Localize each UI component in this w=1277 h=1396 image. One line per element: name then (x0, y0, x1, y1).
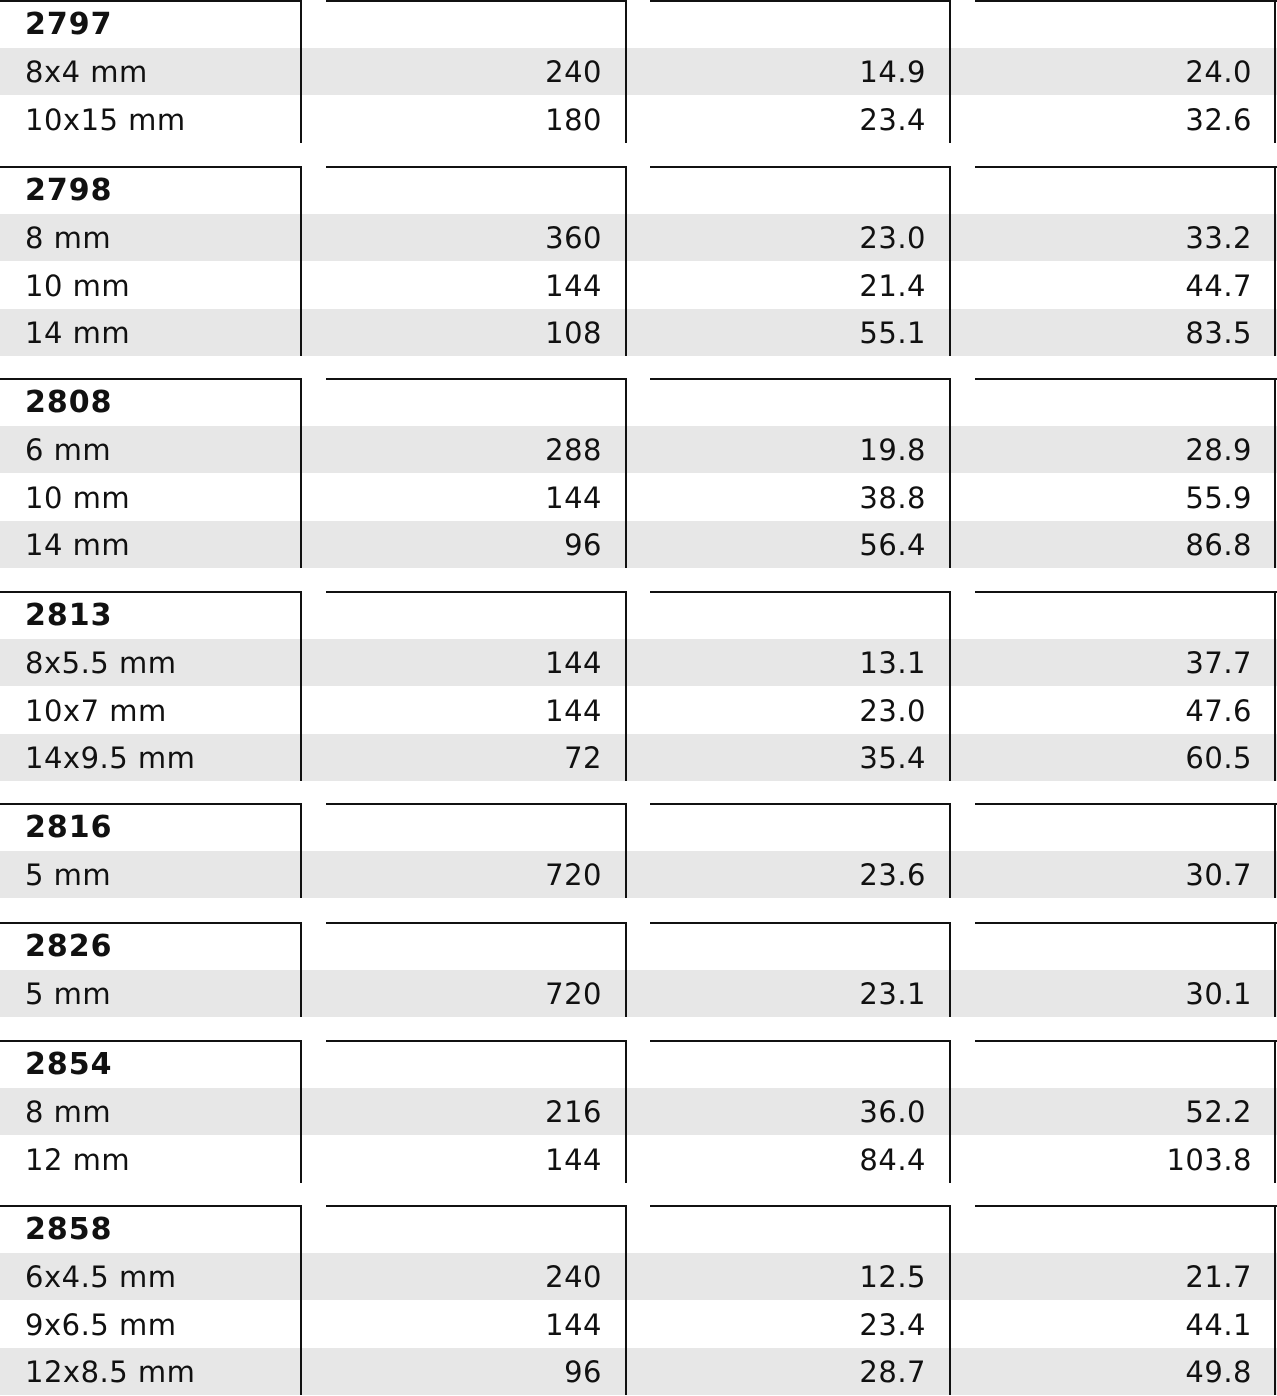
table-row (0, 970, 1277, 1018)
value-cell-1: 720 (545, 858, 602, 892)
value-cell-1: 72 (564, 741, 602, 775)
column-top-rule (975, 1040, 1277, 1042)
column-right-rule (1274, 378, 1276, 568)
table-row (0, 214, 1277, 262)
column-right-rule (300, 1205, 302, 1395)
column-right-rule (949, 166, 951, 356)
value-cell-3: 52.2 (1185, 1095, 1252, 1129)
value-cell-3: 44.1 (1185, 1307, 1252, 1342)
column-right-rule (300, 166, 302, 356)
column-top-rule (650, 803, 951, 805)
group-header-row (0, 591, 1277, 639)
column-top-rule (326, 591, 627, 593)
table-row (0, 48, 1277, 96)
column-right-rule (1274, 803, 1276, 898)
value-cell-1: 216 (545, 1095, 602, 1129)
column-right-rule (949, 378, 951, 568)
size-cell: 8 mm (25, 1095, 112, 1129)
value-cell-1: 144 (545, 693, 602, 728)
column-top-rule (975, 922, 1277, 924)
value-cell-3: 49.8 (1185, 1355, 1252, 1389)
value-cell-2: 23.0 (859, 693, 926, 728)
value-cell-2: 35.4 (859, 741, 926, 775)
value-cell-1: 96 (564, 1355, 602, 1389)
value-cell-1: 288 (545, 433, 602, 467)
column-top-rule (0, 1205, 302, 1207)
value-cell-1: 96 (564, 528, 602, 562)
value-cell-1: 180 (545, 102, 602, 137)
group-header-row (0, 378, 1277, 426)
group-header-row (0, 166, 1277, 214)
group-header-row (0, 922, 1277, 970)
value-cell-2: 23.4 (859, 102, 926, 137)
value-cell-3: 21.7 (1185, 1260, 1252, 1294)
table-row (0, 95, 1277, 143)
column-right-rule (949, 803, 951, 898)
group-header-row (0, 1040, 1277, 1088)
product-group-2854 (0, 1040, 1277, 1183)
value-cell-3: 37.7 (1185, 646, 1252, 680)
product-code: 2797 (25, 6, 113, 42)
column-top-rule (0, 922, 302, 924)
column-top-rule (650, 1040, 951, 1042)
table-row (0, 521, 1277, 569)
column-top-rule (650, 1205, 951, 1207)
value-cell-2: 23.0 (859, 221, 926, 255)
column-right-rule (625, 1040, 627, 1183)
column-right-rule (1274, 591, 1276, 781)
value-cell-2: 12.5 (859, 1260, 926, 1294)
table-row (0, 1300, 1277, 1348)
size-cell: 10x15 mm (25, 102, 186, 137)
value-cell-1: 144 (545, 646, 602, 680)
product-group-2797 (0, 0, 1277, 143)
product-code: 2813 (25, 597, 113, 633)
size-cell: 12x8.5 mm (25, 1355, 196, 1389)
column-top-rule (650, 591, 951, 593)
value-cell-3: 83.5 (1185, 316, 1252, 350)
column-top-rule (650, 378, 951, 380)
value-cell-2: 23.6 (859, 858, 926, 892)
value-cell-2: 28.7 (859, 1355, 926, 1389)
value-cell-1: 240 (545, 55, 602, 89)
column-top-rule (0, 166, 302, 168)
size-cell: 10 mm (25, 480, 131, 515)
product-code: 2858 (25, 1211, 113, 1247)
column-right-rule (1274, 166, 1276, 356)
group-header-row (0, 0, 1277, 48)
column-top-rule (326, 1205, 627, 1207)
size-cell: 6x4.5 mm (25, 1260, 177, 1294)
table-row (0, 1348, 1277, 1396)
size-cell: 5 mm (25, 977, 112, 1011)
column-top-rule (326, 803, 627, 805)
column-top-rule (975, 803, 1277, 805)
value-cell-1: 360 (545, 221, 602, 255)
column-right-rule (625, 166, 627, 356)
value-cell-2: 56.4 (859, 528, 926, 562)
value-cell-2: 23.4 (859, 1307, 926, 1342)
size-cell: 9x6.5 mm (25, 1307, 177, 1342)
size-cell: 5 mm (25, 858, 112, 892)
product-code: 2816 (25, 809, 113, 845)
value-cell-2: 84.4 (859, 1142, 926, 1177)
table-row (0, 1253, 1277, 1301)
column-right-rule (625, 803, 627, 898)
column-right-rule (949, 922, 951, 1017)
column-right-rule (949, 0, 951, 143)
value-cell-2: 55.1 (859, 316, 926, 350)
column-right-rule (1274, 922, 1276, 1017)
table-row (0, 261, 1277, 309)
value-cell-3: 44.7 (1185, 268, 1252, 303)
column-top-rule (650, 166, 951, 168)
product-code: 2798 (25, 172, 113, 208)
value-cell-1: 108 (545, 316, 602, 350)
column-right-rule (1274, 1040, 1276, 1183)
value-cell-2: 38.8 (859, 480, 926, 515)
column-right-rule (300, 378, 302, 568)
value-cell-3: 33.2 (1185, 221, 1252, 255)
column-top-rule (326, 1040, 627, 1042)
column-right-rule (300, 922, 302, 1017)
group-header-row (0, 803, 1277, 851)
column-right-rule (949, 591, 951, 781)
value-cell-1: 720 (545, 977, 602, 1011)
table-row (0, 734, 1277, 782)
column-top-rule (975, 591, 1277, 593)
value-cell-1: 240 (545, 1260, 602, 1294)
size-cell: 14 mm (25, 316, 131, 350)
table-row (0, 426, 1277, 474)
table-row (0, 639, 1277, 687)
size-cell: 14x9.5 mm (25, 741, 196, 775)
table-row (0, 686, 1277, 734)
value-cell-3: 47.6 (1185, 693, 1252, 728)
size-cell: 8x4 mm (25, 55, 148, 89)
size-cell: 14 mm (25, 528, 131, 562)
group-header-row (0, 1205, 1277, 1253)
column-right-rule (300, 803, 302, 898)
column-right-rule (1274, 1205, 1276, 1395)
column-right-rule (1274, 0, 1276, 143)
value-cell-1: 144 (545, 1142, 602, 1177)
value-cell-1: 144 (545, 480, 602, 515)
column-right-rule (625, 378, 627, 568)
column-top-rule (650, 922, 951, 924)
size-cell: 10 mm (25, 268, 131, 303)
value-cell-3: 86.8 (1185, 528, 1252, 562)
column-right-rule (949, 1040, 951, 1183)
size-cell: 8x5.5 mm (25, 646, 177, 680)
table-row (0, 473, 1277, 521)
table-row (0, 1088, 1277, 1136)
column-right-rule (625, 0, 627, 143)
column-right-rule (625, 922, 627, 1017)
product-group-2858 (0, 1205, 1277, 1395)
value-cell-2: 13.1 (859, 646, 926, 680)
column-top-rule (326, 166, 627, 168)
value-cell-3: 60.5 (1185, 741, 1252, 775)
column-top-rule (975, 0, 1277, 2)
value-cell-1: 144 (545, 1307, 602, 1342)
value-cell-1: 144 (545, 268, 602, 303)
value-cell-2: 14.9 (859, 55, 926, 89)
column-right-rule (300, 591, 302, 781)
column-top-rule (650, 0, 951, 2)
column-top-rule (0, 378, 302, 380)
size-cell: 6 mm (25, 433, 112, 467)
column-right-rule (300, 0, 302, 143)
column-top-rule (0, 803, 302, 805)
value-cell-2: 36.0 (859, 1095, 926, 1129)
value-cell-3: 30.7 (1185, 858, 1252, 892)
table-row (0, 309, 1277, 357)
value-cell-2: 23.1 (859, 977, 926, 1011)
product-code: 2826 (25, 928, 113, 964)
value-cell-3: 30.1 (1185, 977, 1252, 1011)
product-group-2798 (0, 166, 1277, 356)
column-top-rule (326, 922, 627, 924)
value-cell-3: 103.8 (1166, 1142, 1252, 1177)
column-top-rule (0, 0, 302, 2)
column-top-rule (975, 378, 1277, 380)
product-group-2813 (0, 591, 1277, 781)
value-cell-3: 24.0 (1185, 55, 1252, 89)
product-group-2826 (0, 922, 1277, 1017)
column-right-rule (949, 1205, 951, 1395)
size-cell: 12 mm (25, 1142, 131, 1177)
table-row (0, 1135, 1277, 1183)
column-top-rule (326, 0, 627, 2)
size-cell: 10x7 mm (25, 693, 167, 728)
product-group-2808 (0, 378, 1277, 568)
column-right-rule (625, 1205, 627, 1395)
product-code: 2808 (25, 384, 113, 420)
product-group-2816 (0, 803, 1277, 898)
table-row (0, 851, 1277, 899)
value-cell-2: 21.4 (859, 268, 926, 303)
column-right-rule (625, 591, 627, 781)
value-cell-2: 19.8 (859, 433, 926, 467)
size-cell: 8 mm (25, 221, 112, 255)
column-top-rule (975, 1205, 1277, 1207)
column-top-rule (326, 378, 627, 380)
value-cell-3: 32.6 (1185, 102, 1252, 137)
column-top-rule (975, 166, 1277, 168)
column-top-rule (0, 591, 302, 593)
product-code: 2854 (25, 1046, 113, 1082)
column-right-rule (300, 1040, 302, 1183)
value-cell-3: 55.9 (1185, 480, 1252, 515)
value-cell-3: 28.9 (1185, 433, 1252, 467)
column-top-rule (0, 1040, 302, 1042)
